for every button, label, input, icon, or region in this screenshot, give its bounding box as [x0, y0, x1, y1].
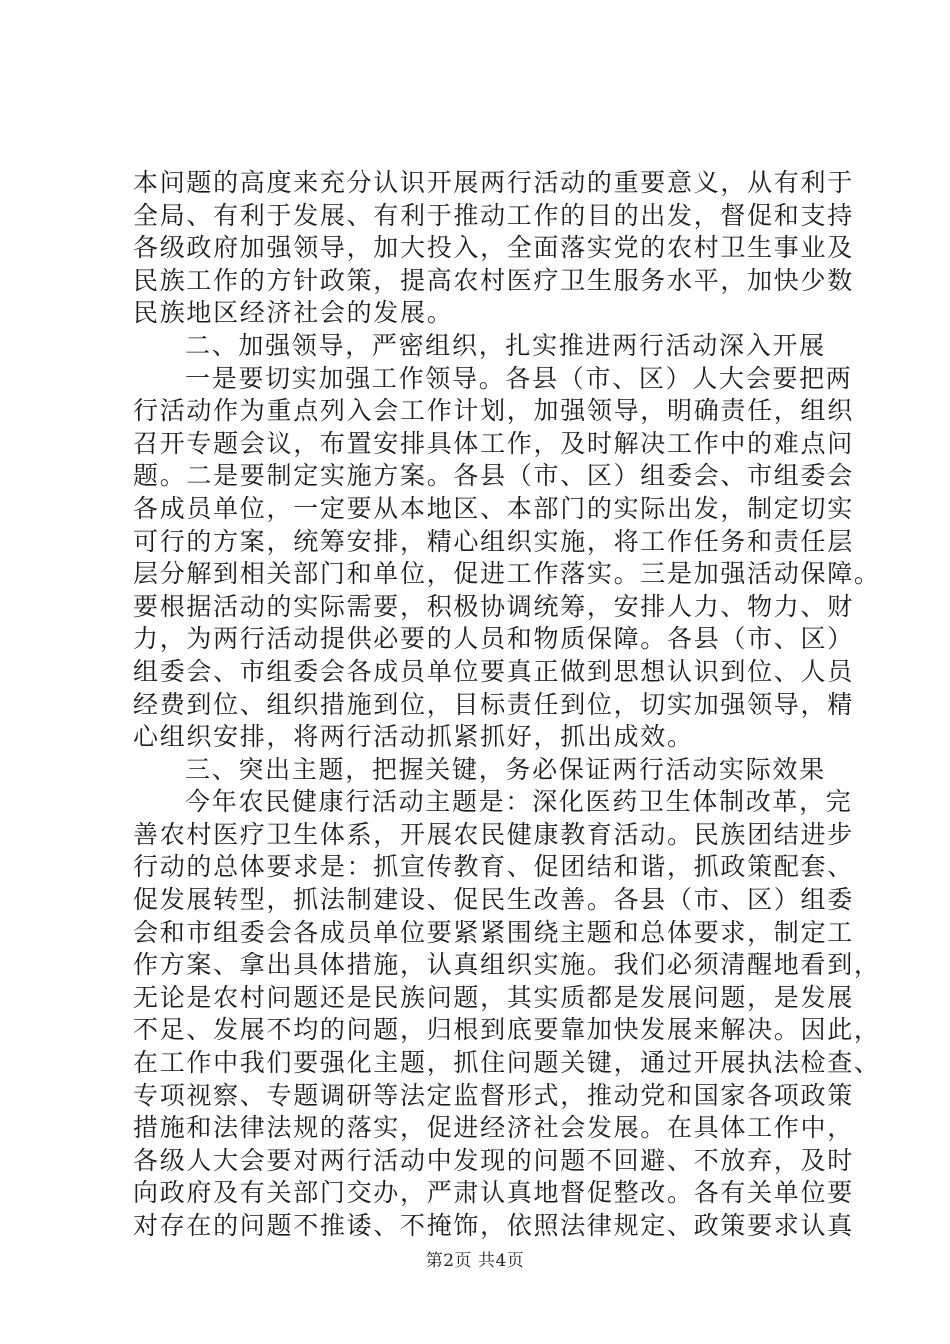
text-line: 各级政府加强领导，加大投入，全面落实党的农村卫生事业及 [133, 233, 854, 263]
text-line: 经费到位、组织措施到位，目标责任到位，切实加强领导，精 [133, 689, 854, 719]
text-line: 民族地区经济社会的发展。 [133, 298, 454, 328]
text-line: 组委会、市组委会各成员单位要真正做到思想认识到位、人员 [133, 656, 854, 686]
text-line: 向政府及有关部门交办，严肃认真地督促整改。各有关单位要 [133, 1178, 854, 1208]
text-line: 无论是农村问题还是民族问题，其实质都是发展问题，是发展 [133, 982, 854, 1012]
text-line: 对存在的问题不推诿、不掩饰，依照法律规定、政策要求认真 [133, 1211, 854, 1240]
text-line: 在工作中我们要强化主题，抓住问题关键，通过开展执法检查、 [133, 1048, 881, 1078]
text-line: 今年农民健康行活动主题是：深化医药卫生体制改革，完 [185, 787, 853, 817]
text-line: 会和市组委会各成员单位要紧紧围绕主题和总体要求，制定工 [133, 917, 854, 947]
text-line: 要根据活动的实际需要，积极协调统筹，安排人力、物力、财 [133, 591, 854, 621]
text-line: 力，为两行活动提供必要的人员和物质保障。各县（市、区） [133, 624, 854, 654]
text-line: 不足、发展不均的问题，归根到底要靠加快发展来解决。因此， [133, 1015, 881, 1045]
text-line: 召开专题会议，布置安排具体工作，及时解决工作中的难点问 [133, 428, 854, 458]
text-line: 措施和法律法规的落实，促进经济社会发展。在具体工作中， [133, 1113, 854, 1143]
document-body [133, 167, 881, 1243]
text-line: 民族工作的方针政策，提高农村医疗卫生服务水平，加快少数 [133, 265, 854, 295]
text-line: 全局、有利于发展、有利于推动工作的目的出发，督促和支持 [133, 200, 854, 230]
text-line: 心组织安排，将两行活动抓紧抓好，抓出成效。 [133, 722, 694, 752]
text-line: 题。二是要制定实施方案。各县（市、区）组委会、市组委会 [133, 461, 854, 491]
text-line: 专项视察、专题调研等法定监督形式，推动党和国家各项政策 [133, 1080, 854, 1110]
text-line: 行动的总体要求是：抓宣传教育、促团结和谐，抓政策配套、 [133, 852, 854, 882]
text-line: 促发展转型，抓法制建设、促民生改善。各县（市、区）组委 [133, 885, 854, 915]
text-line: 三、突出主题，把握关键，务必保证两行活动实际效果 [185, 754, 826, 784]
text-line: 善农村医疗卫生体系，开展农民健康教育活动。民族团结进步 [133, 819, 854, 849]
text-line: 本问题的高度来充分认识开展两行活动的重要意义，从有利于 [133, 168, 854, 197]
text-line: 可行的方案，统筹安排，精心组织实施，将工作任务和责任层 [133, 526, 854, 556]
text-line: 各级人大会要对两行活动中发现的问题不回避、不放弃，及时 [133, 1145, 854, 1175]
text-line: 行活动作为重点列入会工作计划，加强领导，明确责任，组织 [133, 396, 854, 426]
text-line: 作方案、拿出具体措施，认真组织实施。我们必须清醒地看到， [133, 950, 881, 980]
page-footer: 第2页 共4页 [425, 1251, 525, 1271]
text-line: 层分解到相关部门和单位，促进工作落实。三是加强活动保障。 [133, 559, 881, 589]
text-line: 一是要切实加强工作领导。各县（市、区）人大会要把两 [185, 363, 853, 393]
text-line: 二、加强领导，严密组织，扎实推进两行活动深入开展 [185, 330, 826, 360]
text-line: 各成员单位，一定要从本地区、本部门的实际出发，制定切实 [133, 493, 854, 523]
